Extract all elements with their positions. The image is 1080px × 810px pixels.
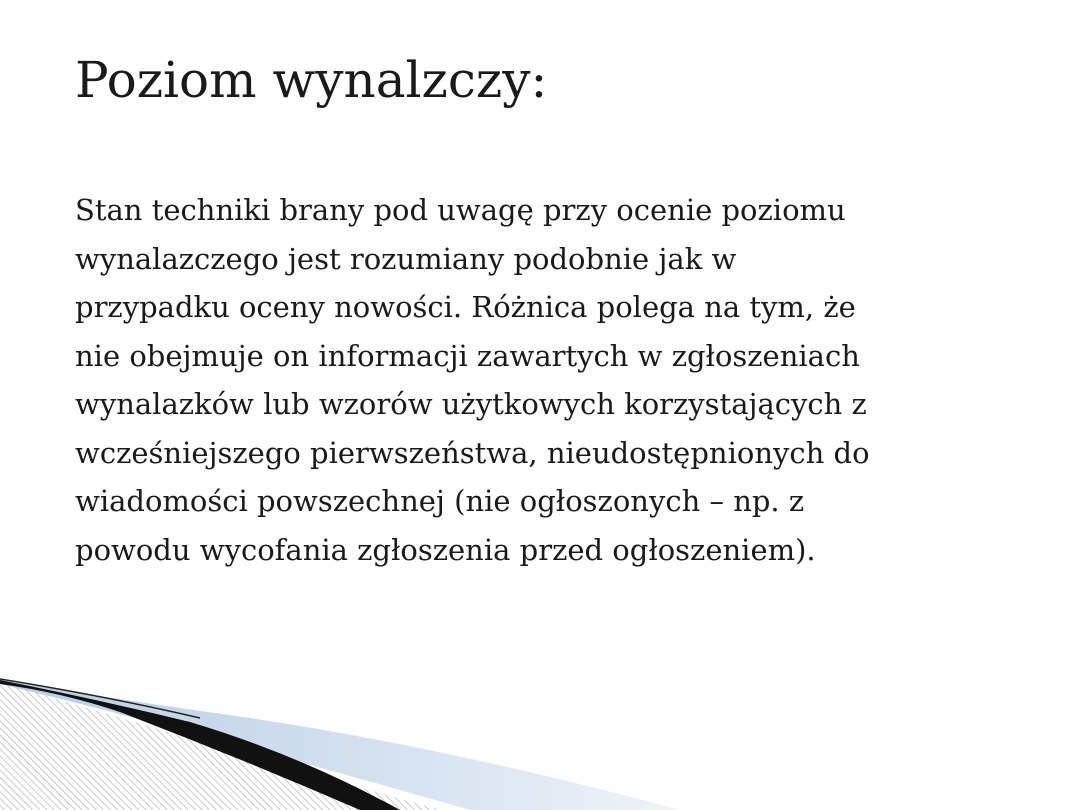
body-line: przypadku oceny nowości. Różnica polega na tym, że xyxy=(75,290,856,324)
body-line: wcześniejszego pierwszeństwa, nieudostępnionych do xyxy=(75,435,870,470)
thin-outline-line xyxy=(0,679,200,718)
slide-body-text xyxy=(75,186,1035,574)
body-line: wynalazczego jest rozumiany podobnie jak w xyxy=(75,241,737,276)
body-line: wynalazków lub wzorów użytkowych korzystających z xyxy=(75,387,867,421)
body-line: powodu wycofania zgłoszenia przed ogłoszeniem). xyxy=(75,532,816,567)
body-line: Stan techniki brany pod uwagę przy ocenie poziomu xyxy=(75,193,846,227)
body-line: nie obejmuje on informacji zawartych w zgłoszeniach xyxy=(75,338,860,373)
light-blue-swoosh xyxy=(0,680,680,810)
black-swoosh xyxy=(0,680,400,810)
hatched-corner xyxy=(0,682,440,810)
body-line: wiadomości powszechnej (nie ogłoszonych – np. z xyxy=(75,484,805,518)
slide-title: Poziom wynalzczy: xyxy=(75,51,548,109)
